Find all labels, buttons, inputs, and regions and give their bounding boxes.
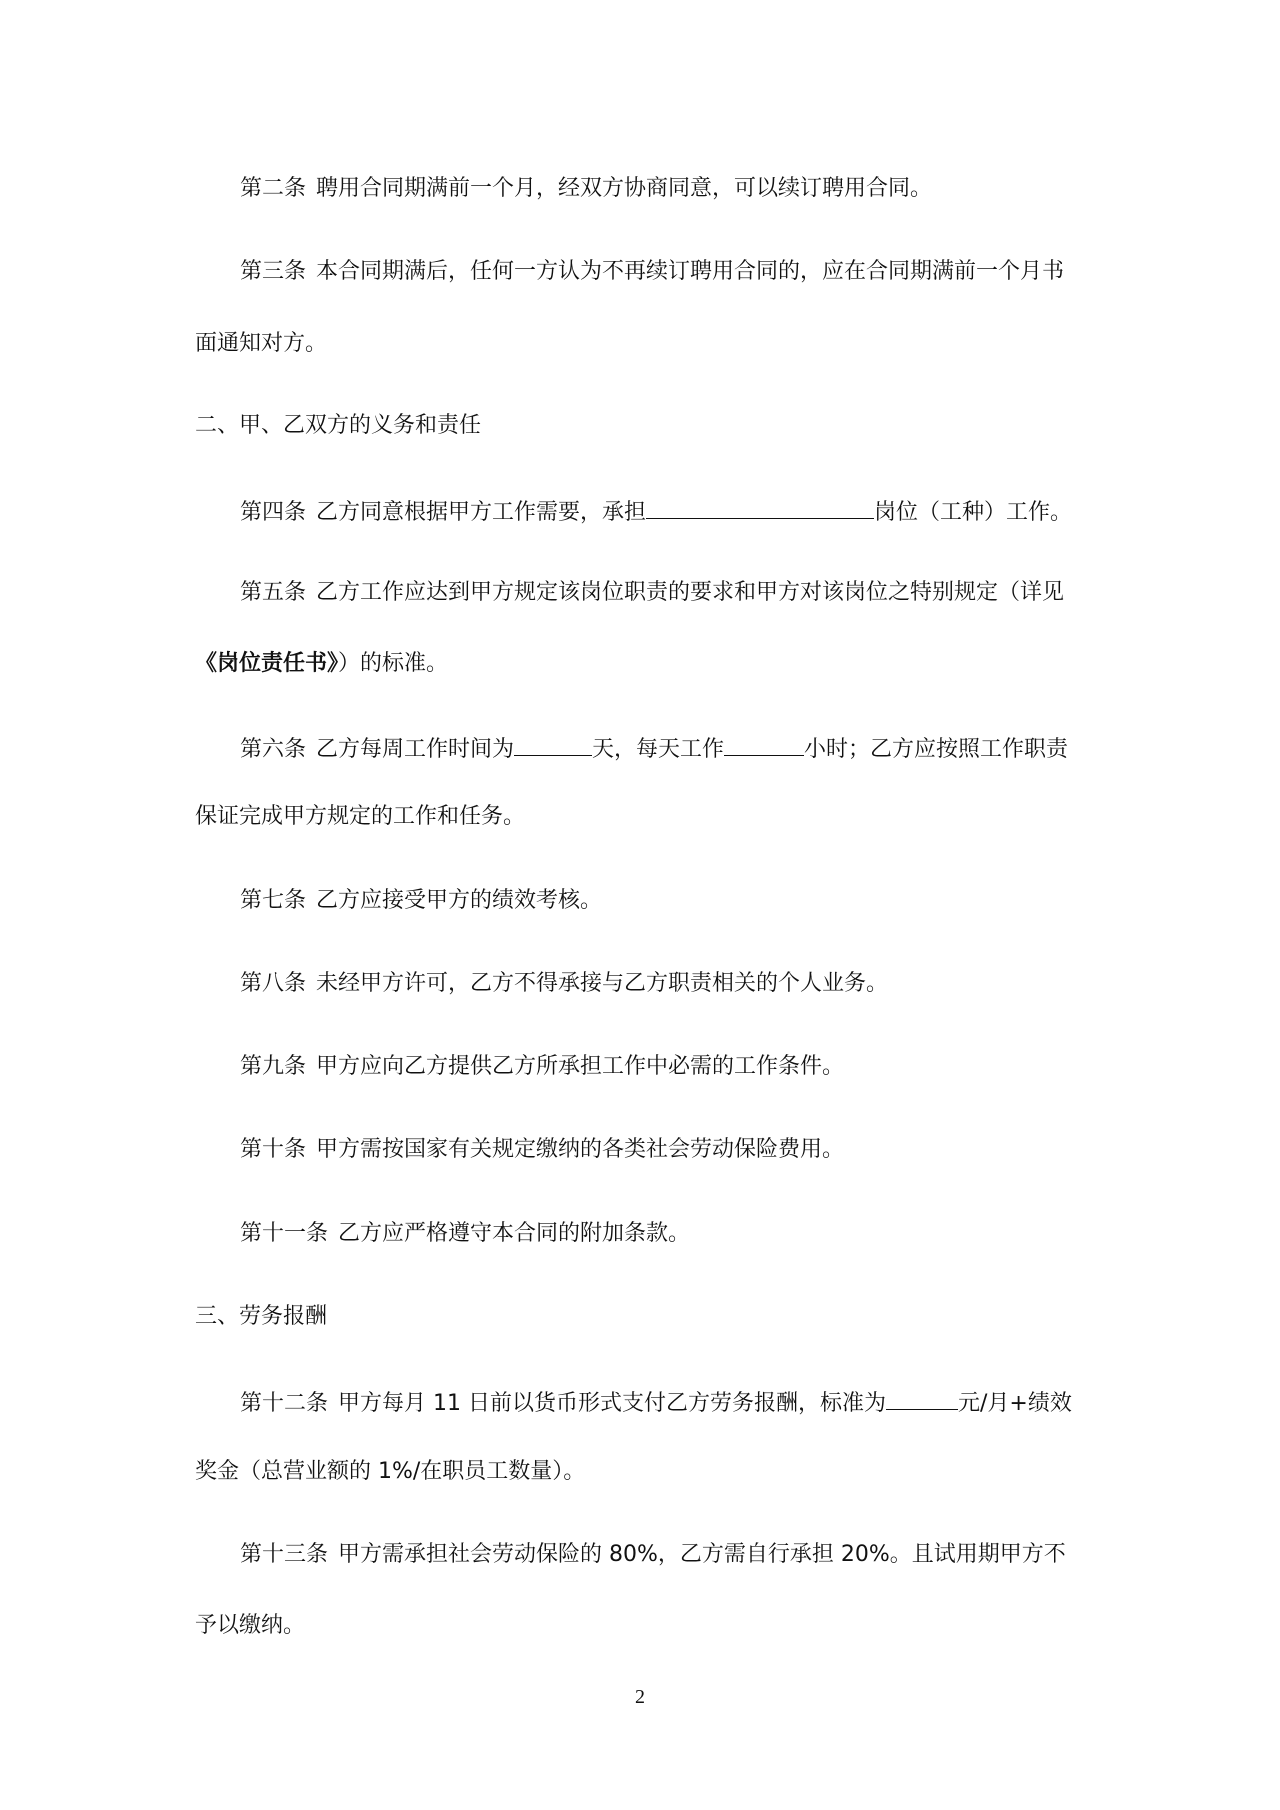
article-6-line2: 保证完成甲方规定的工作和任务。 — [195, 804, 526, 829]
article-number: 第七条 — [240, 888, 307, 913]
hours-blank — [724, 731, 804, 756]
article-text: 元/月+绩效 — [958, 1391, 1072, 1416]
days-blank — [514, 731, 592, 756]
article-number: 第三条 — [240, 259, 307, 284]
article-8 — [240, 968, 1140, 1000]
article-12-line1 — [240, 1385, 1140, 1420]
article-text: 聘用合同期满前一个月，经双方协商同意，可以续订聘用合同。 — [316, 176, 933, 201]
article-text: ）的标准。 — [338, 651, 449, 676]
article-number: 第六条 — [240, 737, 307, 762]
article-text: 甲方需按国家有关规定缴纳的各类社会劳动保险费用。 — [316, 1137, 845, 1162]
article-3-line1 — [240, 256, 1140, 288]
section-heading-remuneration: 三、劳务报酬 — [195, 1304, 328, 1329]
article-9 — [240, 1051, 1140, 1083]
article-7 — [240, 885, 1140, 917]
article-text: 小时；乙方应按照工作职责 — [804, 737, 1069, 762]
article-number: 第二条 — [240, 176, 307, 201]
article-text: 乙方应接受甲方的绩效考核。 — [316, 888, 603, 913]
article-5-line1 — [240, 577, 1140, 609]
article-number: 第九条 — [240, 1054, 307, 1079]
article-text: 本合同期满后，任何一方认为不再续订聘用合同的，应在合同期满前一个月书 — [316, 259, 1065, 284]
article-13-line1 — [240, 1539, 1140, 1571]
article-text: 乙方每周工作时间为 — [316, 737, 515, 762]
article-11 — [240, 1218, 1140, 1250]
article-13-line2: 予以缴纳。 — [195, 1613, 306, 1638]
section-heading-obligations: 二、甲、乙双方的义务和责任 — [195, 413, 482, 438]
article-number: 第四条 — [240, 500, 307, 525]
article-10 — [240, 1134, 1140, 1166]
article-text: 甲方应向乙方提供乙方所承担工作中必需的工作条件。 — [316, 1054, 845, 1079]
article-text: 乙方同意根据甲方工作需要，承担 — [316, 500, 647, 525]
article-5-line2 — [195, 648, 1095, 680]
article-number: 第十二条 — [240, 1391, 329, 1416]
document-title-reference: 《岗位责任书》 — [195, 651, 339, 676]
article-text: 岗位（工种）工作。 — [874, 500, 1073, 525]
article-text: 未经甲方许可，乙方不得承接与乙方职责相关的个人业务。 — [316, 971, 889, 996]
article-6-line1 — [240, 731, 1140, 766]
article-text: 甲方每月 11 日前以货币形式支付乙方劳务报酬，标准为 — [338, 1391, 886, 1416]
article-number: 第五条 — [240, 580, 307, 605]
article-text: 天，每天工作 — [592, 737, 725, 762]
article-number: 第十条 — [240, 1137, 307, 1162]
article-number: 第十三条 — [240, 1542, 329, 1567]
article-text: 乙方工作应达到甲方规定该岗位职责的要求和甲方对该岗位之特别规定（详见 — [316, 580, 1065, 605]
post-blank — [646, 494, 874, 519]
article-2 — [240, 173, 1140, 205]
page-number: 2 — [635, 1686, 645, 1708]
salary-blank — [886, 1385, 958, 1410]
article-4 — [240, 494, 1140, 529]
article-text: 甲方需承担社会劳动保险的 80%，乙方需自行承担 20%。且试用期甲方不 — [338, 1542, 1066, 1567]
article-12-line2: 奖金（总营业额的 1%/在职员工数量）。 — [195, 1459, 586, 1484]
article-text: 乙方应严格遵守本合同的附加条款。 — [338, 1221, 691, 1246]
article-number: 第八条 — [240, 971, 307, 996]
article-number: 第十一条 — [240, 1221, 329, 1246]
article-3-line2: 面通知对方。 — [195, 331, 328, 356]
